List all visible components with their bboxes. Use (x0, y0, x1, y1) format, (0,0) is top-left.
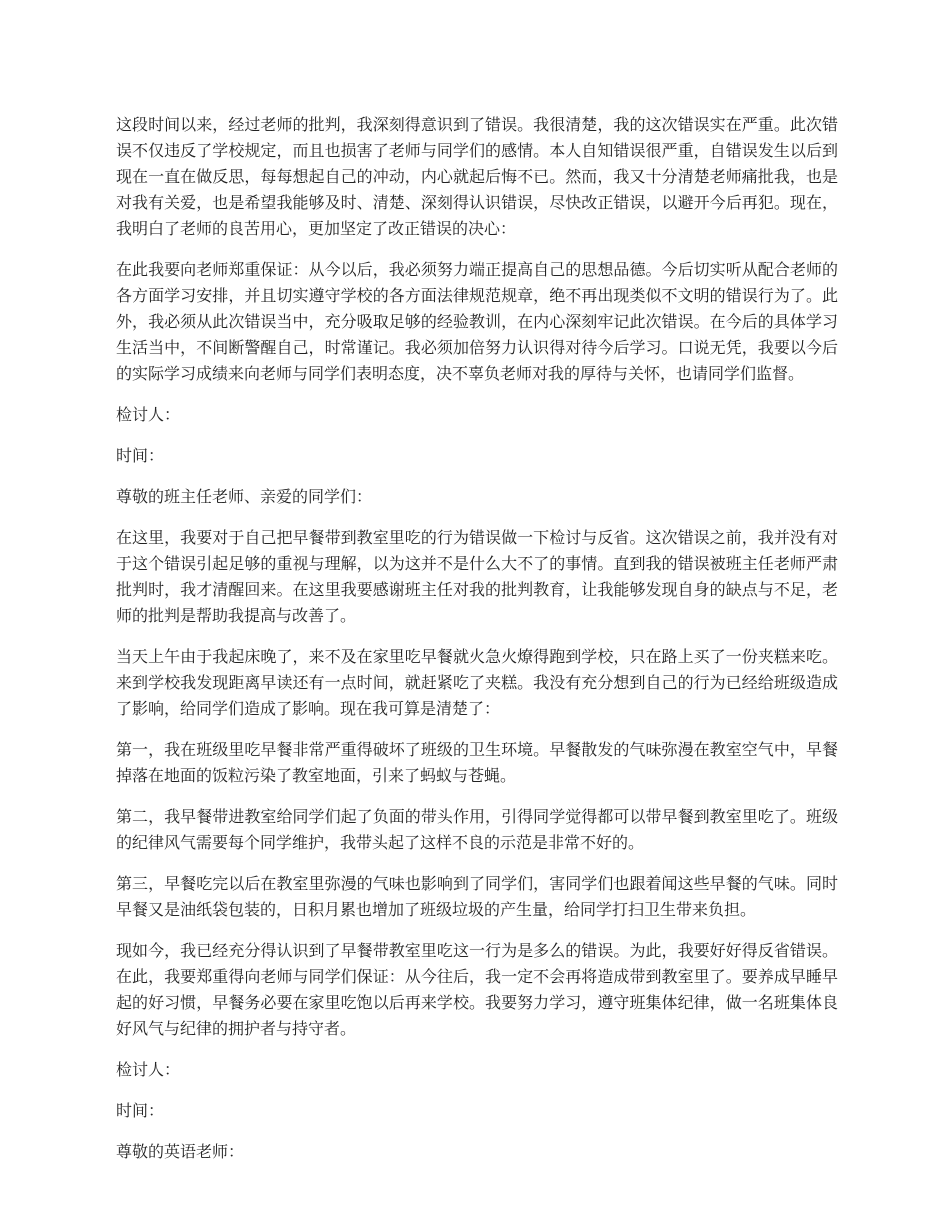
paragraph-conclusion: 现如今，我已经充分得认识到了早餐带教室里吃这一行为是多么的错误。为此，我要好好得反省错误。在此，我要郑重得向老师与同学们保证：从今往后，我一定不会再将造成带到教室里了。要养成早睡早起的好习惯，早餐务必要在家里吃饱以后再来学校。我要努力学习，遵守班集体纪律，做一名班集体良好风气与纪律的拥护者与持守者。 (116, 941, 838, 1038)
paragraph-breakfast-intro: 在这里，我要对于自己把早餐带到教室里吃的行为错误做一下检讨与反省。这次错误之前，我并没有对于这个错误引起足够的重视与理解，以为这并不是什么大不了的事情。直到我的错误被班主任老师严肃批判时，我才清醒回来。在这里我要感谢班主任对我的批判教育，让我能够发现自身的缺点与不足，老师的批判是帮助我提高与改善了。 (116, 528, 838, 625)
paragraph-point-two: 第二，我早餐带进教室给同学们起了负面的带头作用，引得同学觉得都可以带早餐到教室里吃了。班级的纪律风气需要每个同学维护，我带头起了这样不良的示范是非常不好的。 (116, 807, 838, 852)
paragraph-breakfast-story: 当天上午由于我起床晚了，来不及在家里吃早餐就火急火燎得跑到学校，只在路上买了一份夹糕来吃。来到学校我发现距离早读还有一点时间，就赶紧吃了夹糕。我没有充分想到自己的行为已经给班级造成了影响，给同学们造成了影响。现在我可算是清楚了： (116, 647, 838, 718)
paragraph-promise: 在此我要向老师郑重保证：从今以后，我必须努力端正提高自己的思想品德。今后切实听从配合老师的各方面学习安排，并且切实遵守学校的各方面法律规范规章，绝不再出现类似不文明的错误行为了。此外，我必须从此次错误当中，充分吸取足够的经验教训，在内心深刻牢记此次错误。在今后的具体学习生活当中，不间断警醒自己，时常谨记。我必须加倍努力认识得对待今后学习。口说无凭，我要以今后的实际学习成绩来向老师与同学们表明态度，决不辜负老师对我的厚待与关怀，也请同学们监督。 (116, 260, 838, 383)
paragraph-point-one: 第一，我在班级里吃早餐非常严重得破坏了班级的卫生环境。早餐散发的气味弥漫在教室空气中，早餐掉落在地面的饭粒污染了教室地面，引来了蚂蚁与苍蝇。 (116, 740, 838, 785)
paragraph-point-three: 第三，早餐吃完以后在教室里弥漫的气味也影响到了同学们，害同学们也跟着闻这些早餐的气味。同时早餐又是油纸袋包装的，日积月累也增加了班级垃圾的产生量，给同学打扫卫生带来负担。 (116, 874, 838, 919)
signature-reviewer-1: 检讨人： (116, 405, 181, 424)
salutation-english-teacher: 尊敬的英语老师： (116, 1142, 245, 1161)
paragraph-self-reflection: 这段时间以来，经过老师的批判，我深刻得意识到了错误。我很清楚，我的这次错误实在严重。此次错误不仅违反了学校规定，而且也损害了老师与同学们的感情。本人自知错误很严重，自错误发生以后到现在一直在做反思，每每想起自己的冲动，内心就起后悔不已。然而，我又十分清楚老师痛批我，也是对我有关爱，也是希望我能够及时、清楚、深刻得认识错误，尽快改正错误，以避开今后再犯。现在，我明白了老师的良苦用心，更加坚定了改正错误的决心： (116, 115, 838, 238)
signature-reviewer-2: 检讨人： (116, 1060, 181, 1079)
signature-date-2: 时间： (116, 1101, 165, 1120)
salutation-class-teacher: 尊敬的班主任老师、亲爱的同学们： (116, 487, 373, 506)
signature-date-1: 时间： (116, 446, 165, 465)
